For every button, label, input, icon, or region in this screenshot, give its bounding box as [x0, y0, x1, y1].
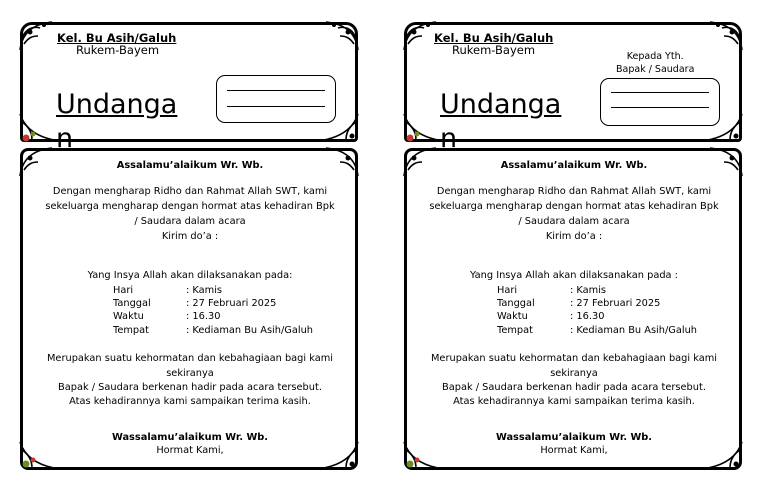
- farewell: Wassalamu’alaikum Wr. Wb.: [495, 432, 652, 443]
- farewell: Wassalamu’alaikum Wr. Wb.: [111, 432, 268, 443]
- intro-line-2: sekeluarga mengharap dengan hormat atas kehadiran Bpk: [429, 201, 719, 212]
- detail-label-place: Tempat: [497, 325, 533, 336]
- signoff: Hormat Kami,: [540, 445, 608, 456]
- greeting: Assalamu’alaikum Wr. Wb.: [116, 160, 264, 171]
- corner-ornament-icon: [706, 20, 744, 52]
- detail-value-place: : Kediaman Bu Asih/Galuh: [570, 325, 698, 336]
- intro-line-3: / Saudara dalam acara: [134, 216, 246, 227]
- family-name: Kel. Bu Asih/Galuh: [57, 31, 177, 45]
- flower-ornament-icon: [18, 112, 56, 144]
- closing-line-4: Atas kehadirannya kami sampaikan terima kasih.: [453, 396, 695, 407]
- closing-line-2: sekiranya: [166, 368, 214, 379]
- intro-line-3: / Saudara dalam acara: [518, 216, 630, 227]
- recipient-line-1: Kepada Yth.: [626, 51, 684, 62]
- schedule-intro: Yang Insya Allah akan dilaksanakan pada :: [470, 270, 678, 281]
- signoff: Hormat Kami,: [156, 445, 224, 456]
- corner-ornament-icon: [18, 20, 56, 52]
- detail-label-day: Hari: [113, 285, 134, 296]
- detail-label-date: Tanggal: [113, 298, 151, 309]
- detail-value-time: : 16.30: [186, 311, 221, 322]
- family-address: Rukem-Bayem: [452, 43, 536, 57]
- intro-line-2: sekeluarga mengharap dengan hormat atas kehadiran Bpk: [45, 201, 335, 212]
- detail-value-place: : Kediaman Bu Asih/Galuh: [186, 325, 314, 336]
- detail-value-day: : Kamis: [570, 285, 607, 296]
- closing-line-1: Merupakan suatu kehormatan dan kebahagiaan bagi kami: [430, 353, 718, 364]
- recipient-heading: [616, 50, 694, 76]
- closing-line-4: Atas kehadirannya kami sampaikan terima kasih.: [69, 396, 311, 407]
- flower-ornament-icon: [402, 112, 440, 144]
- detail-label-date: Tanggal: [497, 298, 535, 309]
- detail-value-time: : 16.30: [570, 311, 605, 322]
- recipient-address-box: [600, 78, 720, 126]
- closing-line-2: sekiranya: [550, 368, 598, 379]
- intro-line-1: Dengan mengharap Ridho dan Rahmat Allah SWT, kami: [436, 186, 712, 197]
- detail-value-day: : Kamis: [186, 285, 223, 296]
- family-address: Rukem-Bayem: [76, 43, 160, 57]
- recipient-line-2: Bapak / Saudara: [616, 64, 695, 75]
- invitation-title: Undangan: [56, 89, 178, 154]
- schedule-intro: Yang Insya Allah akan dilaksanakan pada:: [87, 270, 293, 281]
- detail-value-date: : 27 Februari 2025: [570, 298, 661, 309]
- invitation-card-right: [384, 0, 768, 489]
- closing-line-3: Bapak / Saudara berkenan hadir pada acara tersebut.: [58, 382, 322, 393]
- recipient-address-box: [216, 75, 336, 123]
- detail-label-day: Hari: [497, 285, 518, 296]
- closing-line-3: Bapak / Saudara berkenan hadir pada acara tersebut.: [442, 382, 706, 393]
- closing-line-1: Merupakan suatu kehormatan dan kebahagiaan bagi kami: [46, 353, 334, 364]
- greeting: Assalamu’alaikum Wr. Wb.: [500, 160, 648, 171]
- intro-line-1: Dengan mengharap Ridho dan Rahmat Allah SWT, kami: [52, 186, 328, 197]
- event-name: Kirim do’a :: [545, 231, 603, 242]
- event-name: Kirim do’a :: [161, 231, 219, 242]
- detail-value-date: : 27 Februari 2025: [186, 298, 277, 309]
- detail-label-time: Waktu: [113, 311, 144, 322]
- detail-label-time: Waktu: [497, 311, 528, 322]
- detail-label-place: Tempat: [113, 325, 149, 336]
- corner-ornament-icon: [322, 20, 360, 52]
- invitation-title: Undangan: [440, 89, 562, 154]
- family-name: Kel. Bu Asih/Galuh: [434, 31, 554, 45]
